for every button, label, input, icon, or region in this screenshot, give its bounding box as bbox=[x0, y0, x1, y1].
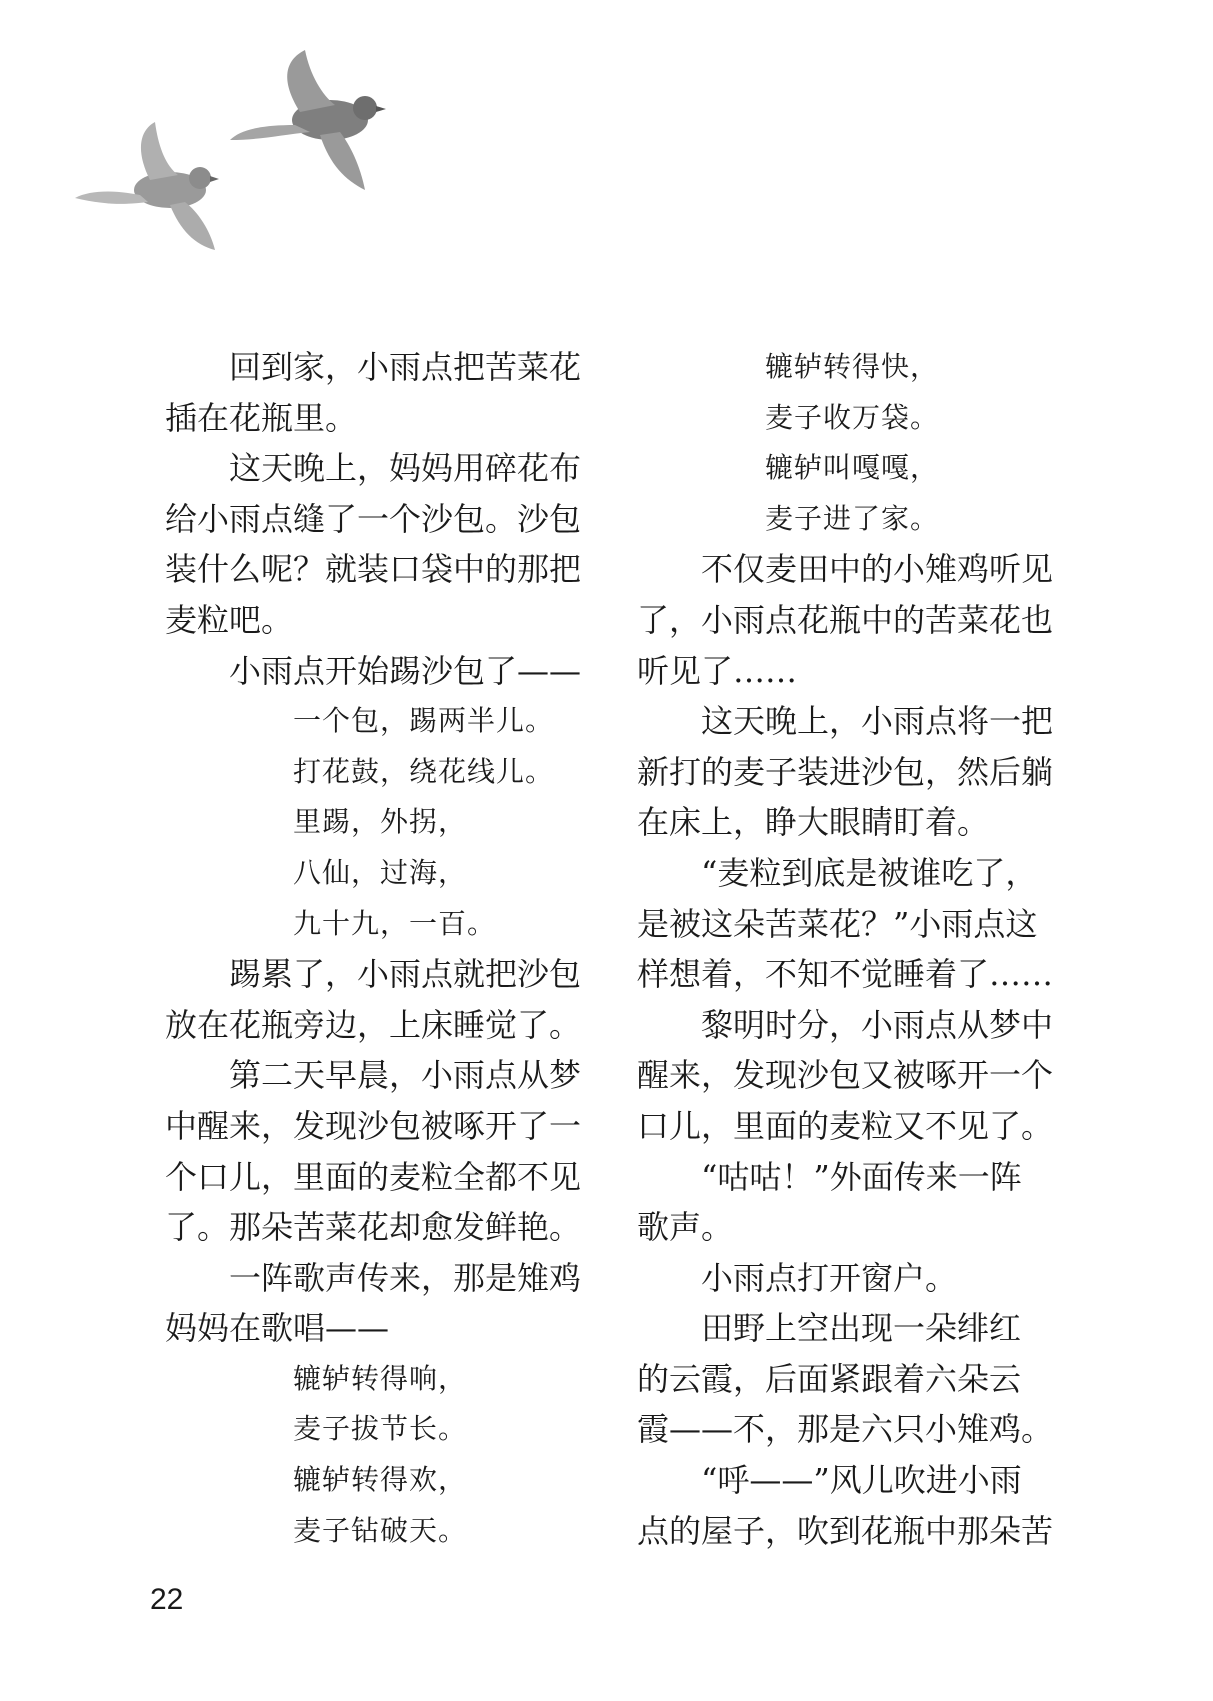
text-line: 小雨点打开窗户。 bbox=[701, 1258, 958, 1297]
bird-upper bbox=[230, 50, 386, 190]
text-line: 是被这朵苦菜花？”小雨点这 bbox=[637, 904, 1038, 943]
text-line: 新打的麦子装进沙包，然后躺 bbox=[637, 752, 1054, 791]
poem-line: 辘轳转得欢， bbox=[293, 1463, 468, 1497]
text-line: 这天晚上，妈妈用碎花布 bbox=[229, 449, 582, 488]
text-line: 不仅麦田中的小雉鸡听见 bbox=[701, 550, 1054, 589]
poem-line: 打花鼓，绕花线儿。 bbox=[293, 754, 555, 788]
poem-line: 麦子拔节长。 bbox=[293, 1412, 468, 1446]
text-line: “呼——”风儿吹进小雨 bbox=[701, 1461, 1022, 1500]
text-line: 点的屋子，吹到花瓶中那朵苦 bbox=[637, 1511, 1054, 1550]
text-line: “麦粒到底是被谁吃了， bbox=[701, 853, 1038, 892]
poem-line: 麦子进了家。 bbox=[765, 501, 940, 535]
left-column bbox=[165, 342, 585, 1556]
text-line: 歌声。 bbox=[637, 1208, 734, 1247]
poem-line: 麦子钻破天。 bbox=[293, 1513, 468, 1547]
birds-illustration bbox=[60, 40, 400, 270]
poem-line: 一个包，踢两半儿。 bbox=[293, 704, 555, 738]
text-line: 听见了…… bbox=[637, 651, 798, 690]
poem-line: 麦子收万袋。 bbox=[765, 400, 940, 434]
text-line: 样想着，不知不觉睡着了…… bbox=[637, 955, 1054, 994]
text-line: 妈妈在歌唱—— bbox=[165, 1309, 390, 1348]
text-line: 口儿，里面的麦粒又不见了。 bbox=[637, 1106, 1054, 1145]
text-line: “咕咕！”外面传来一阵 bbox=[701, 1157, 1022, 1196]
text-line: 黎明时分，小雨点从梦中 bbox=[701, 1005, 1054, 1044]
text-line: 了，小雨点花瓶中的苦菜花也 bbox=[637, 600, 1054, 639]
text-line: 醒来，发现沙包又被啄开一个 bbox=[637, 1056, 1054, 1095]
page-number: 22 bbox=[150, 1583, 184, 1616]
text-line: 这天晚上，小雨点将一把 bbox=[701, 702, 1054, 741]
right-column bbox=[637, 342, 1057, 1556]
text-line: 小雨点开始踢沙包了—— bbox=[229, 651, 582, 690]
text-line: 霞——不，那是六只小雉鸡。 bbox=[637, 1410, 1054, 1449]
text-line: 放在花瓶旁边，上床睡觉了。 bbox=[165, 1005, 582, 1044]
text-line: 了。那朵苦菜花却愈发鲜艳。 bbox=[165, 1208, 582, 1247]
poem-line: 辘轳转得快， bbox=[765, 350, 940, 383]
text-line: 个口儿，里面的麦粒全都不见 bbox=[165, 1157, 582, 1196]
text-line: 装什么呢？就装口袋中的那把 bbox=[165, 550, 582, 589]
text-line: 麦粒吧。 bbox=[165, 600, 294, 639]
poem-line: 九十九，一百。 bbox=[293, 906, 497, 940]
poem-line: 辘轳叫嘎嘎， bbox=[765, 451, 940, 485]
text-line: 中醒来，发现沙包被啄开了一 bbox=[165, 1106, 582, 1145]
text-line: 的云霞，后面紧跟着六朵云 bbox=[637, 1359, 1022, 1398]
text-line: 在床上，睁大眼睛盯着。 bbox=[637, 803, 990, 842]
bird-lower bbox=[75, 122, 219, 250]
poem-line: 辘轳转得响， bbox=[293, 1361, 468, 1395]
text-line: 插在花瓶里。 bbox=[165, 398, 358, 437]
text-line: 一阵歌声传来，那是雉鸡 bbox=[229, 1258, 582, 1297]
text-line: 第二天早晨，小雨点从梦 bbox=[229, 1056, 582, 1095]
poem-line: 八仙，过海， bbox=[293, 855, 468, 889]
poem-line: 里踢，外拐， bbox=[293, 805, 468, 839]
text-line: 田野上空出现一朵绯红 bbox=[701, 1309, 1022, 1348]
text-line: 回到家，小雨点把苦菜花 bbox=[229, 348, 582, 386]
text-line: 给小雨点缝了一个沙包。沙包 bbox=[165, 499, 582, 538]
text-line: 踢累了，小雨点就把沙包 bbox=[229, 955, 582, 994]
